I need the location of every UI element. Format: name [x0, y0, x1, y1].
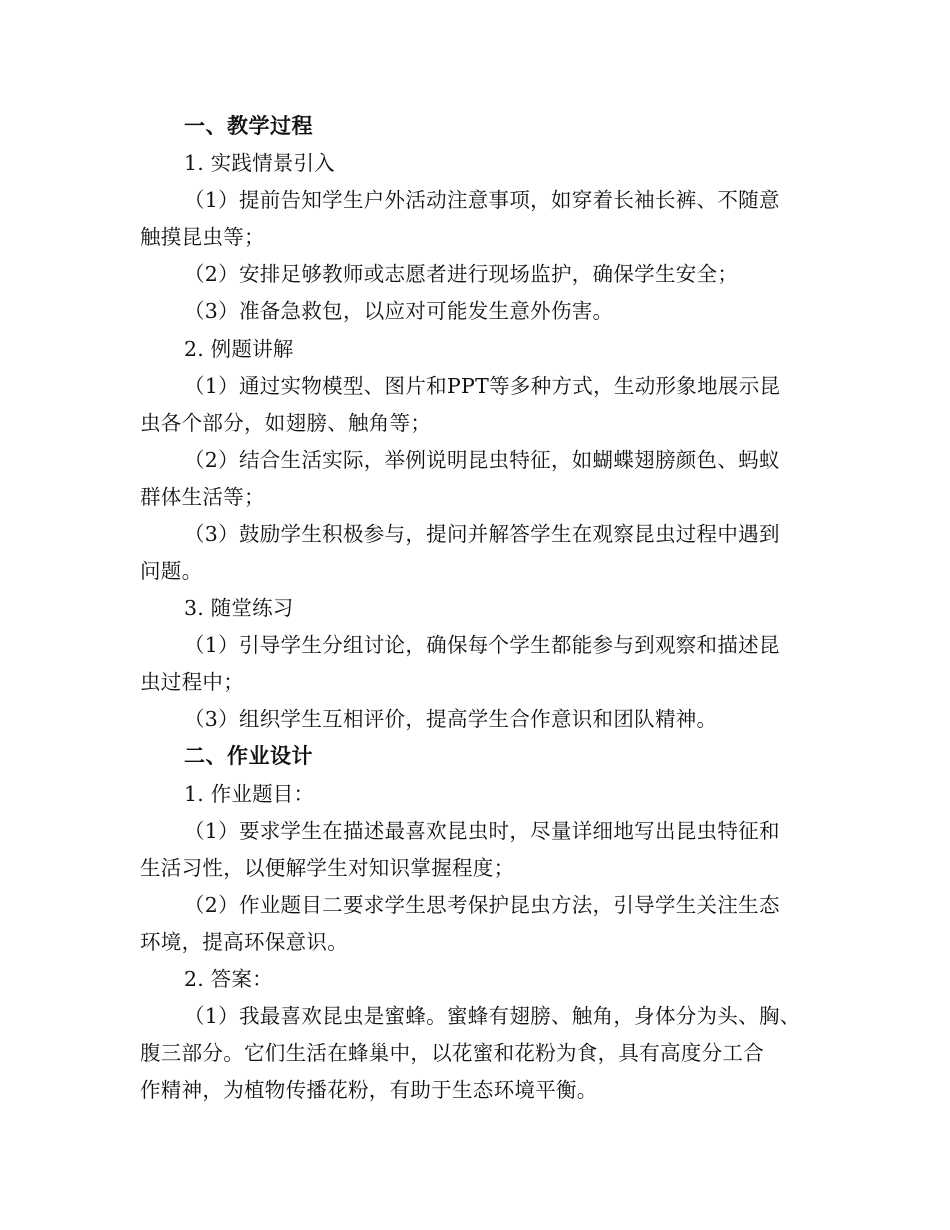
paragraph-line: （3）组织学生互相评价，提高学生合作意识和团队精神。 [184, 707, 718, 731]
section-heading: 一、教学过程 [184, 113, 313, 138]
item-title: 1. 实践情景引入 [184, 151, 335, 175]
paragraph-line: （3）准备急救包，以应对可能发生意外伤害。 [184, 299, 614, 323]
item-title: 2. 答案： [184, 967, 273, 991]
paragraph-line: （2）作业题目二要求学生思考保护昆虫方法，引导学生关注生态 [184, 893, 780, 917]
paragraph-line: 群体生活等； [140, 485, 265, 509]
paragraph-line: 虫过程中； [140, 670, 244, 694]
item-title: 3. 随堂练习 [184, 596, 294, 620]
paragraph-line: 腹三部分。它们生活在蜂巢中，以花蜜和花粉为食，具有高度分工合 [140, 1041, 764, 1065]
paragraph-line: （3）鼓励学生积极参与，提问并解答学生在观察昆虫过程中遇到 [184, 522, 780, 546]
paragraph-line: 环境，提高环保意识。 [140, 930, 348, 954]
paragraph-line: 虫各个部分，如翅膀、触角等； [140, 411, 432, 435]
paragraph-line: （1）提前告知学生户外活动注意事项，如穿着长袖长裤、不随意 [184, 188, 780, 212]
paragraph-line: （1）要求学生在描述最喜欢昆虫时，尽量详细地写出昆虫特征和 [184, 819, 780, 843]
paragraph-line: （1）我最喜欢昆虫是蜜蜂。蜜蜂有翅膀、触角，身体分为头、胸、 [184, 1004, 801, 1028]
paragraph-line: （2）安排足够教师或志愿者进行现场监护，确保学生安全； [184, 262, 739, 286]
paragraph-line: 生活习性，以便解学生对知识掌握程度； [140, 856, 515, 880]
section-heading: 二、作业设计 [184, 743, 313, 768]
paragraph-line: 问题。 [140, 559, 203, 583]
paragraph-line: （1）通过实物模型、图片和PPT等多种方式，生动形象地展示昆 [184, 374, 781, 398]
item-title: 1. 作业题目： [184, 782, 315, 806]
paragraph-line: 作精神，为植物传播花粉，有助于生态环境平衡。 [140, 1078, 598, 1102]
paragraph-line: 触摸昆虫等； [140, 225, 265, 249]
paragraph-line: （2）结合生活实际，举例说明昆虫特征，如蝴蝶翅膀颜色、蚂蚁 [184, 448, 780, 472]
item-title: 2. 例题讲解 [184, 337, 294, 361]
paragraph-line: （1）引导学生分组讨论，确保每个学生都能参与到观察和描述昆 [184, 633, 780, 657]
